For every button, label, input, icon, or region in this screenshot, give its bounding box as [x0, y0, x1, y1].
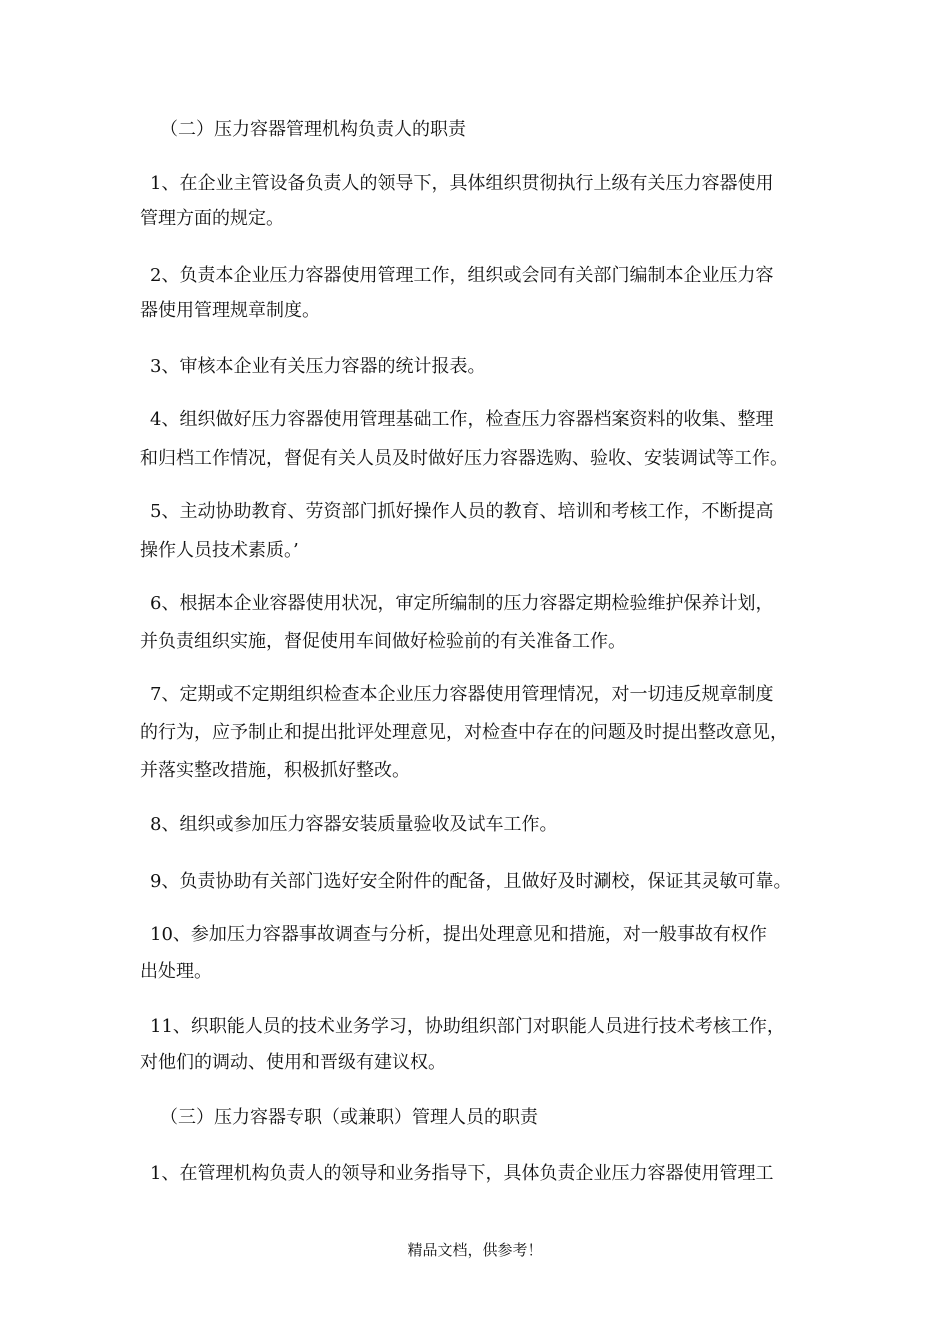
list-item-line: 5、主动协助教育、劳资部门抓好操作人员的教育、培训和考核工作，不断提高 — [150, 501, 774, 522]
list-item-line: 4、组织做好压力容器使用管理基础工作，检查压力容器档案资料的收集、整理 — [150, 409, 774, 430]
list-item-line: 操作人员技术素质。’ — [140, 540, 299, 561]
list-item-line: 和归档工作情况，督促有关人员及时做好压力容器选购、验收、安装调试等工作。 — [140, 448, 788, 469]
list-item-line: 3、审核本企业有关压力容器的统计报表。 — [150, 356, 486, 377]
list-item-line: 1、在企业主管设备负责人的领导下，具体组织贯彻执行上级有关压力容器使用 — [150, 173, 774, 194]
list-item-line: 10、参加压力容器事故调查与分析，提出处理意见和措施，对一般事故有权作 — [150, 924, 767, 945]
list-item-line: 出处理。 — [140, 961, 212, 982]
list-item-line: 对他们的调动、使用和晋级有建议权。 — [140, 1052, 446, 1073]
list-item-line: 并落实整改措施，积极抓好整改。 — [140, 760, 410, 781]
list-item-line: 7、定期或不定期组织检查本企业压力容器使用管理情况，对一切违反规章制度 — [150, 684, 774, 705]
section-heading: （二）压力容器管理机构负责人的职责 — [160, 119, 466, 140]
list-item-line: 8、组织或参加压力容器安装质量验收及试车工作。 — [150, 814, 558, 835]
list-item-line: 2、负责本企业压力容器使用管理工作，组织或会同有关部门编制本企业压力容 — [150, 265, 774, 286]
list-item-line: 管理方面的规定。 — [140, 208, 284, 229]
list-item-line: 9、负责协助有关部门选好安全附件的配备，且做好及时涮校，保证其灵敏可靠。 — [150, 871, 792, 892]
list-item-line: 6、根据本企业容器使用状况，审定所编制的压力容器定期检验维护保养计划， — [150, 593, 774, 614]
list-item-line: 并负责组织实施，督促使用车间做好检验前的有关准备工作。 — [140, 631, 626, 652]
list-item-line: 器使用管理规章制度。 — [140, 300, 320, 321]
list-item-line: 的行为，应予制止和提出批评处理意见，对检查中存在的问题及时提出整改意见， — [140, 722, 788, 743]
section-heading: （三）压力容器专职（或兼职）管理人员的职责 — [160, 1107, 538, 1128]
list-item-line: 11、织职能人员的技术业务学习，协助组织部门对职能人员进行技术考核工作， — [150, 1016, 785, 1037]
page-footer: 精品文档，供参考！ — [407, 1241, 543, 1259]
list-item-line: 1、在管理机构负责人的领导和业务指导下，具体负责企业压力容器使用管理工 — [150, 1163, 774, 1184]
